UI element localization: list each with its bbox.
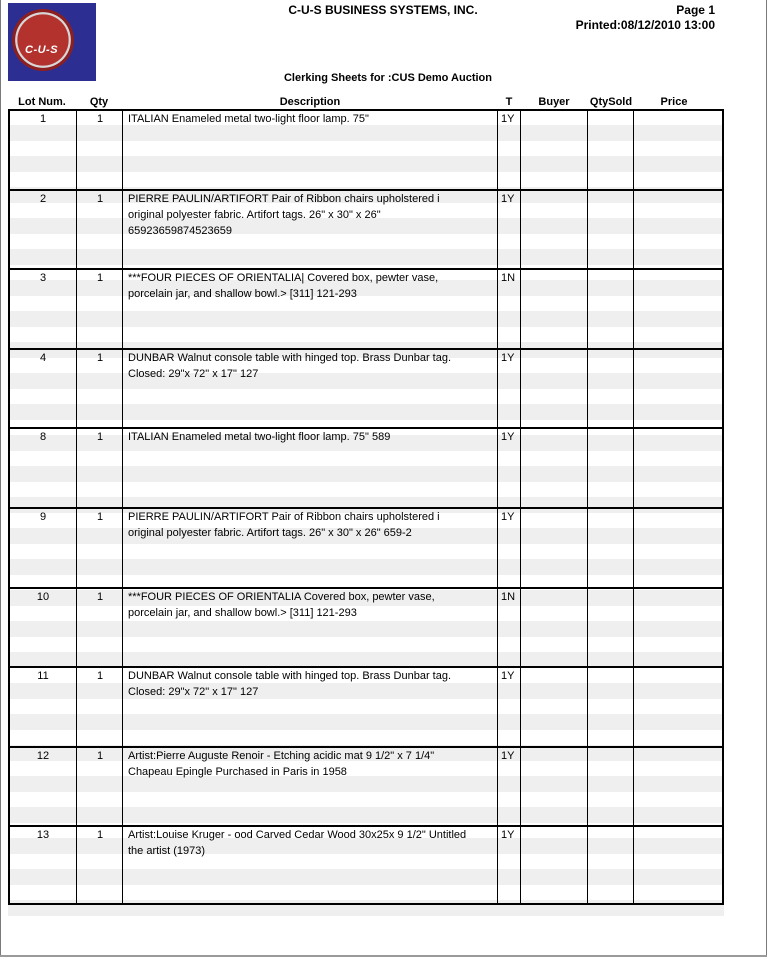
column-header-t: T bbox=[505, 96, 513, 108]
description-line: porcelain jar, and shallow bowl.> [311] 121-293 bbox=[128, 288, 357, 300]
company-logo bbox=[8, 3, 96, 81]
lot-number: 3 bbox=[39, 272, 47, 284]
page-edge bbox=[0, 0, 1, 957]
description-line: ***FOUR PIECES OF ORIENTALIA Covered box, pewter vase, bbox=[128, 591, 435, 603]
item-description bbox=[128, 111, 500, 127]
description-line: PIERRE PAULIN/ARTIFORT Pair of Ribbon chairs upholstered i bbox=[128, 511, 440, 523]
description-line: Closed: 29"x 72" x 17" 127 bbox=[128, 686, 259, 698]
quantity: 1 bbox=[96, 829, 104, 841]
item-description bbox=[128, 350, 500, 382]
lot-number: 1 bbox=[39, 113, 47, 125]
type-code: 1Y bbox=[501, 431, 515, 443]
description-line: original polyester fabric. Artifort tags. 26" x 30" x 26" bbox=[128, 209, 381, 221]
description-line: the artist (1973) bbox=[128, 845, 206, 857]
quantity: 1 bbox=[96, 113, 104, 125]
description-line: 65923659874523659 bbox=[128, 225, 233, 237]
type-code: 1N bbox=[501, 272, 516, 284]
column-header-buyer: Buyer bbox=[538, 96, 570, 108]
type-code: 1Y bbox=[501, 113, 515, 125]
quantity: 1 bbox=[96, 193, 104, 205]
lot-number: 11 bbox=[37, 670, 49, 682]
lot-number: 4 bbox=[39, 352, 47, 364]
item-description bbox=[128, 668, 500, 700]
type-code: 1Y bbox=[501, 670, 515, 682]
quantity: 1 bbox=[96, 511, 104, 523]
description-line: DUNBAR Walnut console table with hinged top. Brass Dunbar tag. bbox=[128, 352, 452, 364]
lot-number: 12 bbox=[36, 750, 50, 762]
quantity: 1 bbox=[96, 750, 104, 762]
type-code: 1N bbox=[501, 591, 516, 603]
lot-number: 10 bbox=[36, 591, 50, 603]
item-description bbox=[128, 429, 500, 445]
quantity: 1 bbox=[96, 670, 104, 682]
item-description bbox=[128, 748, 500, 780]
type-code: 1Y bbox=[501, 511, 515, 523]
description-line: PIERRE PAULIN/ARTIFORT Pair of Ribbon chairs upholstered i bbox=[128, 193, 440, 205]
type-code: 1Y bbox=[501, 193, 515, 205]
description-line: Chapeau Epingle Purchased in Paris in 1958 bbox=[128, 766, 347, 778]
description-line: Artist:Pierre Auguste Renoir - Etching acidic mat 9 1/2" x 7 1/4" bbox=[128, 750, 435, 762]
quantity: 1 bbox=[96, 352, 104, 364]
page-number: Page 1 bbox=[676, 3, 715, 17]
printed-timestamp: Printed:08/12/2010 13:00 bbox=[575, 18, 715, 32]
description-line: ITALIAN Enameled metal two-light floor lamp. 75" bbox=[128, 113, 369, 125]
item-description bbox=[128, 270, 500, 302]
type-code: 1Y bbox=[501, 750, 515, 762]
description-line: Artist:Louise Kruger - ood Carved Cedar Wood 30x25x 9 1/2" Untitled bbox=[128, 829, 467, 841]
column-header-lot: Lot Num. bbox=[18, 96, 66, 108]
description-line: original polyester fabric. Artifort tags. 26" x 30" x 26" 659-2 bbox=[128, 527, 412, 539]
lot-number: 13 bbox=[36, 829, 50, 841]
column-header-qtysold: QtySold bbox=[589, 96, 633, 108]
quantity: 1 bbox=[96, 591, 104, 603]
description-line: ITALIAN Enameled metal two-light floor lamp. 75" 589 bbox=[128, 431, 391, 443]
quantity: 1 bbox=[96, 431, 104, 443]
item-description bbox=[128, 509, 500, 541]
type-code: 1Y bbox=[501, 829, 515, 841]
description-line: Closed: 29"x 72" x 17" 127 bbox=[128, 368, 259, 380]
description-line: DUNBAR Walnut console table with hinged top. Brass Dunbar tag. bbox=[128, 670, 452, 682]
description-line: porcelain jar, and shallow bowl.> [311] 121-293 bbox=[128, 607, 357, 619]
quantity: 1 bbox=[96, 272, 104, 284]
lot-number: 9 bbox=[39, 511, 47, 523]
company-name: C-U-S BUSINESS SYSTEMS, INC. bbox=[288, 3, 478, 17]
type-code: 1Y bbox=[501, 352, 515, 364]
item-description bbox=[128, 827, 500, 859]
logo-emblem bbox=[12, 9, 74, 71]
item-description bbox=[128, 589, 500, 621]
description-line: ***FOUR PIECES OF ORIENTALIA| Covered box, pewter vase, bbox=[128, 272, 439, 284]
lot-number: 8 bbox=[39, 431, 47, 443]
column-header-description: Description bbox=[279, 96, 341, 108]
column-header-price: Price bbox=[660, 96, 688, 108]
column-header-qty: Qty bbox=[89, 96, 109, 108]
report-title: Clerking Sheets for :CUS Demo Auction bbox=[283, 72, 492, 84]
logo-text: C-U-S bbox=[25, 44, 59, 56]
lot-number: 2 bbox=[39, 193, 47, 205]
item-description bbox=[128, 191, 500, 239]
